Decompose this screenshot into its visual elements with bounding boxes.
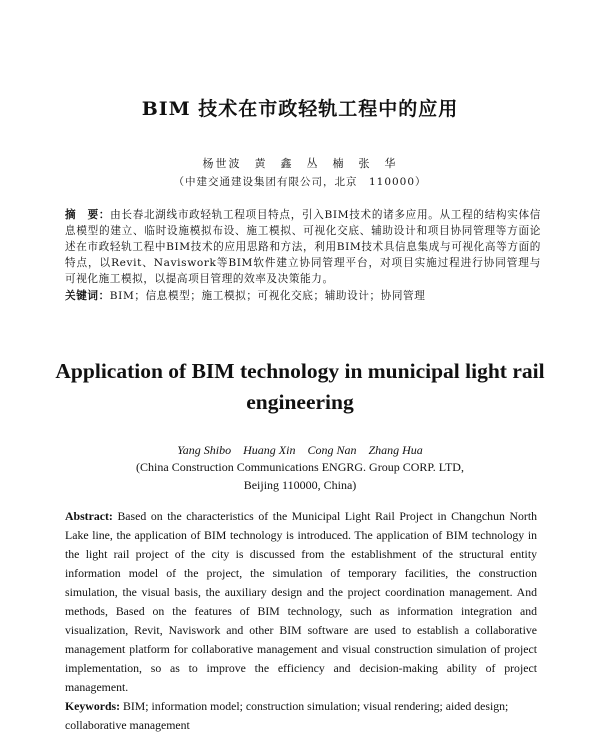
english-abstract-text: Based on the characteristics of the Municipal Light Rail Project in Changchun North Lake line, the application of BIM technology is introduced. The application of BIM technology in the light rail project of the city is discussed from the establishment of the structural entity information model of the project, the simulation of temporary facilities, the construction simulation, the visual basis, the auxiliary design and the project coordination management. And methods, Based on the features of BIM technology, such as information integration and visualization, Revit, Naviswork and other BIM software are used to establish a collaborative management platform for collaborative management and visual construction simulation of project implementation, so as to improve the efficiency and decision-making ability of project management. [65,509,537,694]
chinese-authors: 杨世波 黄 鑫 丛 楠 张 华 [202,157,398,170]
chinese-abstract-label: 摘 要： [65,209,111,221]
chinese-keywords-text: BIM；信息模型；施工模拟；可视化交底；辅助设计；协同管理 [109,290,426,302]
english-abstract [65,507,537,697]
chinese-keywords-label: 关键词： [65,290,110,302]
english-title: Application of BIM technology in municipal light rail engineering [55,359,545,414]
chinese-keywords [65,288,541,303]
english-affiliation-line1: (China Construction Communications ENGRG. Group CORP. LTD, [136,460,464,474]
chinese-abstract-text: 由长春北湖线市政轻轨工程项目特点，引入BIM技术的诸多应用。从工程的结构实体信息模型的建立、临时设施模拟布设、施工模拟、可视化交底、辅助设计和项目协同管理等方面论述在市政轻轨工程中BIM技术的应用思路和方法，利用BIM技术具信息集成与可视化高等方面的特点，以Revit、Naviswork等BIM软件建立协同管理平台，对项目实施过程进行协同管理与可视化施工模拟，以提高项目管理的效率及决策能力。 [65,209,541,285]
chinese-title: BIM 技术在市政轻轨工程中的应用 [141,98,459,120]
english-keywords-text: BIM; information model; construction simulation; visual rendering; aided design; collaborative management [65,699,509,732]
english-keywords-label: Keywords: [65,699,121,713]
chinese-abstract [65,207,541,287]
english-affiliation [0,458,600,494]
english-keywords [65,697,537,735]
english-affiliation-line2: Beijing 110000, China) [243,478,357,492]
english-abstract-label: Abstract: [65,509,113,523]
chinese-affiliation: （中建交通建设集团有限公司，北京 110000） [173,176,427,188]
english-authors: Yang Shibo Huang Xin Cong Nan Zhang Hua [177,443,423,457]
